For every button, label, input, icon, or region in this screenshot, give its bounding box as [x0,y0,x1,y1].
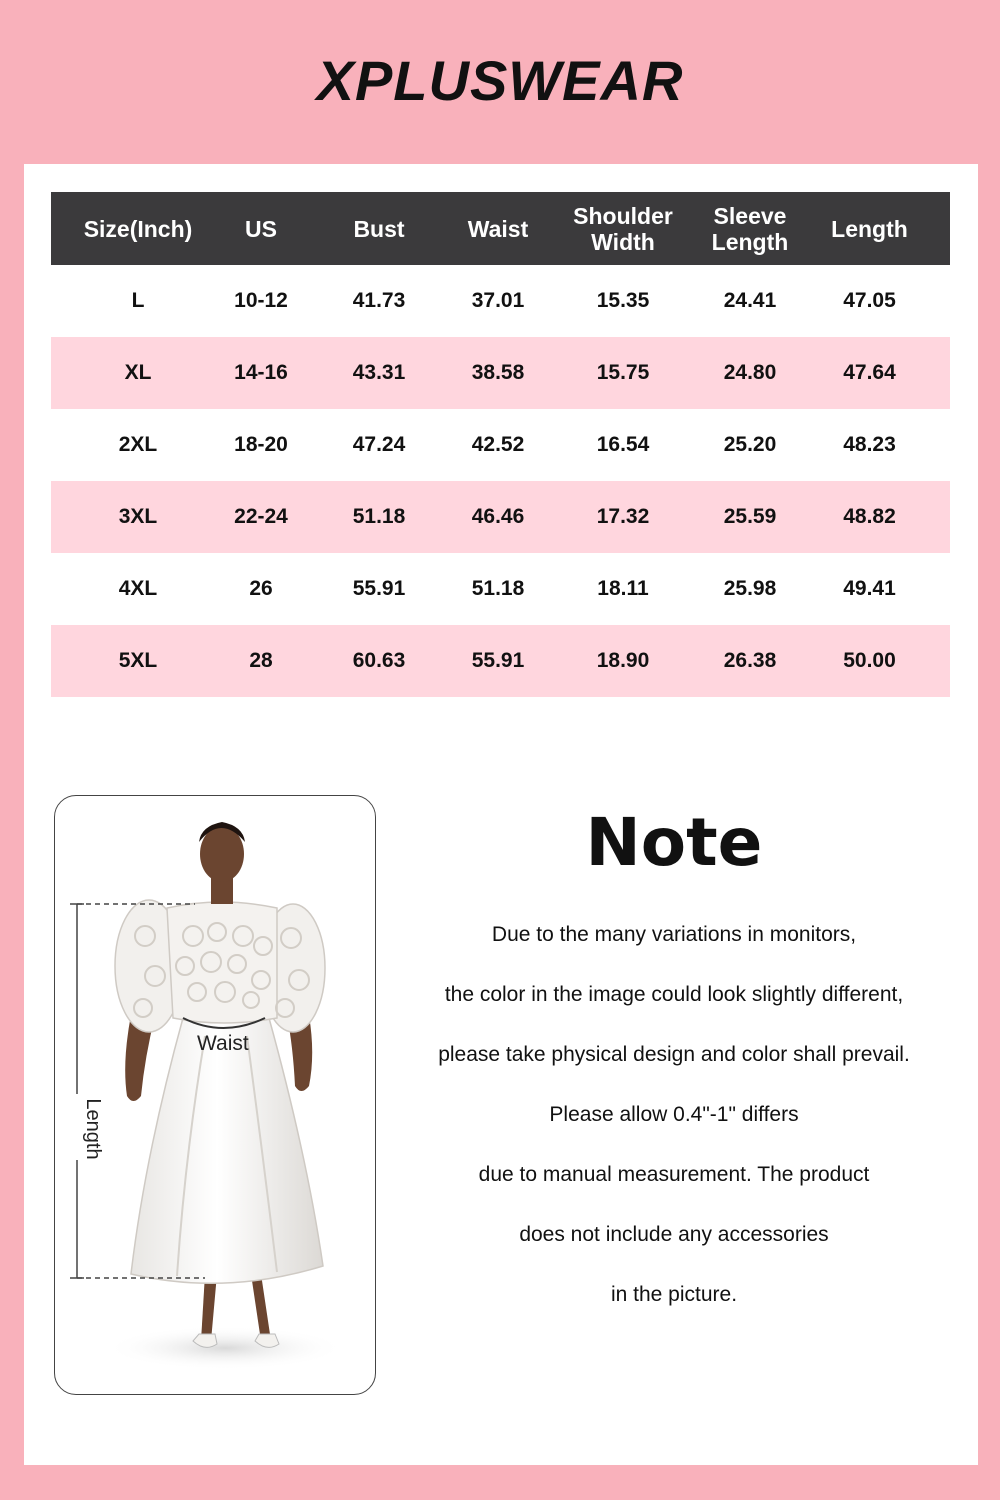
table-cell: XL [51,337,225,409]
table-cell: 43.31 [297,337,461,409]
brand-header [0,46,1000,116]
table-cell: 47.24 [352,433,406,456]
content-card [24,164,978,1465]
table-cell: 10-12 [234,289,288,312]
table-cell: 3XL [51,481,225,553]
table-cell: 25.20 [723,433,777,456]
table-cell: 47.64 [789,337,950,409]
table-cell: 49.41 [843,577,896,600]
column-header: US [225,192,297,265]
note-line: does not include any accessories [519,1223,829,1246]
table-cell: 55.91 [352,577,406,600]
brand-name: XPLUSWEAR [316,49,684,112]
table-cell: 24.41 [723,289,777,312]
table-cell: 25.59 [711,481,789,553]
waist-label: Waist [197,1032,249,1055]
table-cell: 14-16 [225,337,297,409]
table-cell: 26.38 [711,625,789,697]
table-cell: 60.63 [297,625,461,697]
table-cell: 15.75 [535,337,711,409]
model-image-frame [54,795,376,1395]
table-cell: 55.91 [461,625,535,697]
table-cell: 47.05 [843,289,896,312]
column-header: Bust [297,192,461,265]
table-row [51,265,950,337]
table-row [51,625,950,697]
note-text [394,918,954,1338]
table-cell: 22-24 [225,481,297,553]
table-row [51,337,950,409]
table-cell: 5XL [51,625,225,697]
table-row [51,553,950,625]
note-title: Note [585,804,763,881]
table-cell: 18-20 [234,433,288,456]
note-line: the color in the image could look slightly different, [444,983,904,1006]
table-cell: 51.18 [297,481,461,553]
table-cell: 38.58 [461,337,535,409]
table-cell: L [131,289,145,312]
table-cell: 25.98 [723,577,777,600]
table-cell: 24.80 [711,337,789,409]
table-cell: 17.32 [535,481,711,553]
brand-logo [316,49,684,112]
table-cell: 4XL [118,577,158,600]
table-header-row [51,192,950,265]
table-cell: 28 [225,625,297,697]
table-row [51,481,950,553]
table-cell: 16.54 [596,433,650,456]
table-body [51,265,950,697]
table-cell: 46.46 [461,481,535,553]
note-line: in the picture. [610,1283,738,1306]
size-chart-table [51,192,950,697]
note-line: Due to the many variations in monitors, [491,923,857,946]
table-cell: 18.11 [597,577,649,600]
note-line: Please allow 0.4"-1" differs [549,1103,799,1126]
table-cell: 2XL [118,433,158,456]
table-cell: 48.23 [843,433,896,456]
column-header: Shoulder Width [535,192,711,265]
column-header: Length [789,192,950,265]
table-cell: 42.52 [471,433,525,456]
model-illustration [55,796,375,1394]
table-cell: 51.18 [471,577,525,600]
column-header: Size(Inch) [51,192,225,265]
length-label: Length [82,1098,104,1160]
table-cell: 50.00 [789,625,950,697]
note-line: please take physical design and color shall prevail. [438,1043,910,1066]
column-header: Waist [461,192,535,265]
column-header: Sleeve Length [711,192,789,265]
table-cell: 48.82 [789,481,950,553]
table-cell: 26 [249,577,273,600]
note-line: due to manual measurement. The product [478,1163,870,1186]
table-cell: 41.73 [352,289,406,312]
table-cell: 37.01 [471,289,525,312]
table-cell: 15.35 [596,289,650,312]
table-row [51,409,950,481]
table-cell: 18.90 [535,625,711,697]
